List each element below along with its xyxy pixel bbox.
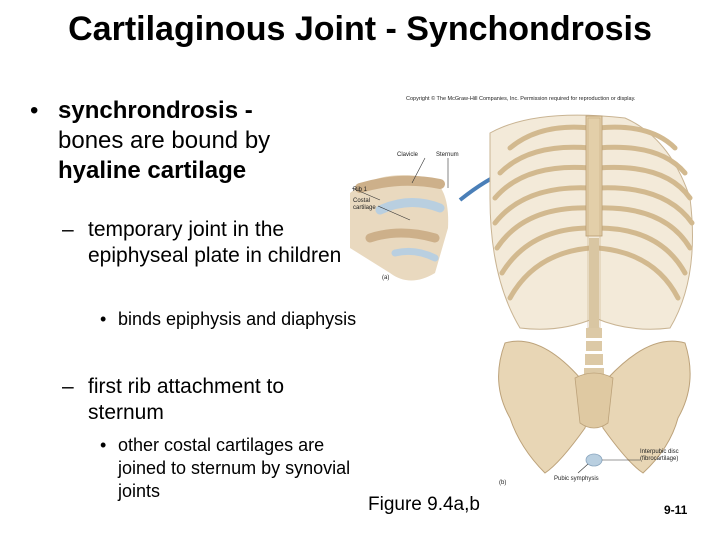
bullet-marker: •	[100, 435, 107, 455]
bullet-text-line3: hyaline cartilage	[58, 157, 247, 184]
figure-caption: Figure 9.4a,b	[368, 494, 480, 515]
inset-sternoclavicular	[350, 158, 448, 281]
dash-marker: –	[62, 375, 74, 398]
subsubbullet-text: other costal cartilages are joined to sternum by synovial joints	[118, 435, 351, 501]
label-interpubic-disc: Interpubic disc (fibrocartilage)	[640, 449, 679, 462]
dash-marker: –	[62, 218, 74, 241]
spine	[584, 328, 604, 379]
bullet-marker: •	[30, 97, 39, 124]
label-costal-cartilage: Costal cartilage	[353, 198, 376, 211]
subbullet-text: first rib attachment to sternum	[88, 375, 285, 424]
subbullet-text: temporary joint in the epiphyseal plate in children	[88, 218, 342, 267]
sternum-shape	[586, 116, 602, 236]
bullet-marker: •	[100, 309, 107, 329]
copyright-notice: Copyright © The McGraw-Hill Companies, Inc. Permission required for reproduction or display.	[406, 96, 636, 102]
label-sternum: Sternum	[436, 152, 459, 158]
bullet-text-line2: bones are bound by	[58, 127, 271, 154]
bullet-text-line1: synchrondrosis -	[58, 97, 253, 124]
label-panel-a: (a)	[382, 275, 390, 281]
label-pubic-symphysis: Pubic symphysis	[554, 476, 599, 482]
rib-cage	[490, 115, 693, 329]
subsubbullet-text: binds epiphysis and diaphysis	[118, 309, 357, 329]
pubic-disc	[586, 454, 602, 466]
slide-title: Cartilaginous Joint - Synchondrosis	[68, 10, 652, 48]
label-panel-b: (b)	[499, 480, 507, 486]
label-rib1: Rib 1	[353, 187, 368, 193]
page-number: 9-11	[664, 503, 688, 517]
thorax-pelvis-illustration	[340, 88, 720, 493]
label-clavicle: Clavicle	[397, 152, 419, 158]
anatomy-figure	[340, 88, 720, 493]
